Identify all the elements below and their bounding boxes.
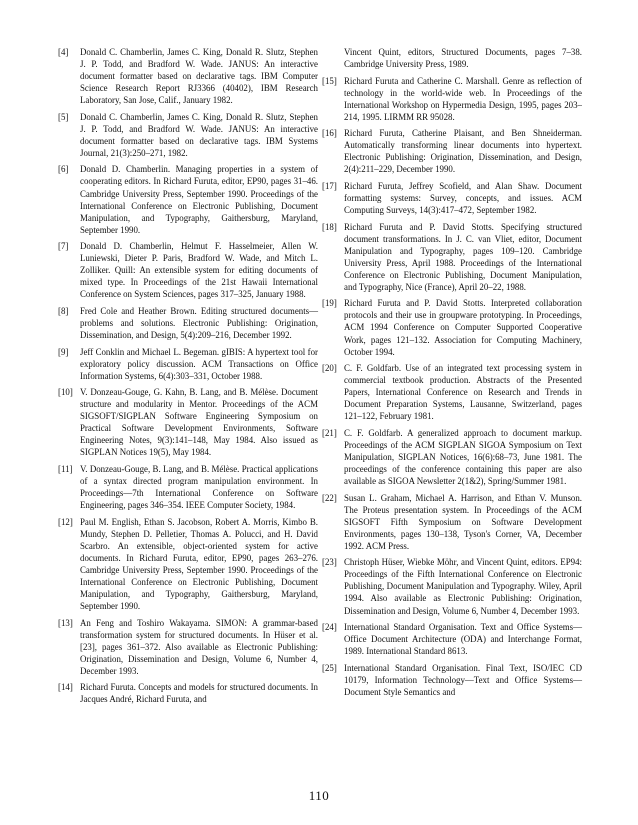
reference-number: [15] [322,75,337,86]
reference-text: Susan L. Graham, Michael A. Harrison, and Ethan V. Munson. The Proteus presentation system. In Proceedings of the ACM SIGSOFT Fifth Symposium on Software Development Environments, pages 130–138, Tyson's Corner, VA, December 1992. ACM Press. [344,492,582,551]
reference-number: [20] [322,363,337,374]
reference-number: [21] [322,427,337,438]
references-right-column [322,46,582,702]
reference-text: International Standard Organisation. Final Text, ISO/IEC CD 10179, Information Technology—Text and Office Systems—Document Style Semantics and [344,662,582,697]
reference-entry [58,346,318,382]
reference-number: [4] [58,47,69,57]
reference-text: Christoph Hüser, Wiebke Möhr, and Vincent Quint, editors. EP94: Proceedings of the Fifth International Conference on Electronic Publishing, Document Manipulation and Typography. Wiley, April 1994. Also available as Electronic Publishing: Origination, Dissemination and Design, Volume 6, Number 4, December 1993. [344,557,582,616]
reference-text: Richard Furuta and P. David Stotts. Specifying structured document transformations. In J. C. van Vliet, editor, Document Manipulation and Typography, pages 109–120. Cambridge University Press, April 1988. Proceedings of the International Conference on Electronic Publishing, Document Manipulation, and Typography, Nice (France), April 20–22, 1988. [344,221,582,292]
reference-text: Donald C. Chamberlin, James C. King, Donald R. Slutz, Stephen J. P. Todd, and Bradford W. Wade. JANUS: An interactive document formatter based on declarative tags. IBM Systems Journal, 21(3):250–271, 1982. [80,111,318,158]
reference-number: [25] [322,662,337,673]
reference-entry [322,127,582,175]
reference-number: [6] [58,164,69,175]
reference-entry [322,362,582,422]
reference-text: Donald D. Chamberlin, Helmut F. Hasselmeier, Allen W. Luniewski, Dieter P. Paris, Bradford W. Wade, and Mitch L. Zolliker. Quill: An extensible system for editing documents of mixed type. In Proceedings of the 21st Hawaii International Conference on System Sciences, pages 317–325, January 1988. [80,241,318,300]
reference-number: [7] [58,241,69,252]
reference-entry [58,516,318,612]
references-left-column [58,46,318,710]
reference-number: [8] [58,305,69,316]
reference-entry [58,46,318,106]
reference-entry [58,617,318,677]
reference-entry [58,681,318,705]
reference-text: Donald C. Chamberlin, James C. King, Donald R. Slutz, Stephen J. P. Todd, and Bradford W. Wade. JANUS: An interactive document formatter based on declarative tags. IBM Computer Science Research Report RJ3366 (40402), IBM Research Laboratory, San Jose, Calif., January 1982. [80,47,318,106]
reference-text: Fred Cole and Heather Brown. Editing structured documents—problems and solutions. Electronic Publishing: Origination, Dissemination, and Design, 5(4):209–216, December 1992. [80,305,318,341]
reference-number: [9] [58,346,69,357]
reference-text: Donald D. Chamberlin. Managing properties in a system of cooperating editors. In Richard Furuta, editor, EP90, pages 31–46. Cambridge University Press, September 1990. Proceedings of the International Conference on Electronic Publishing, Document Manipulation, and Typography, Gaithersburg, Maryland, September 1990. [80,164,318,235]
reference-entry [322,297,582,357]
reference-number: [22] [322,492,337,503]
reference-text: C. F. Goldfarb. A generalized approach to document markup. Proceedings of the ACM SIGPLAN SIGOA Symposium on Text Manipulation, SIGPLAN Notices, 16(6):68–73, June 1981. The proceedings of the conference containing this paper are also available as SIGOA Newsletter 2(1&2), Spring/Summer 1981. [344,427,582,487]
reference-text: Vincent Quint, editors, Structured Documents, pages 7–38. Cambridge University Press, 1989. [344,47,582,70]
reference-text: International Standard Organisation. Text and Office Systems—Office Document Architecture (ODA) and Interchange Format, 1989. International Standard 8613. [344,622,582,657]
reference-text: Richard Furuta and Catherine C. Marshall. Genre as reflection of technology in the world-wide web. In Proceedings of the International Workshop on Hypermedia Design, 1995, pages 203–214, 1995. LIRMM RR 95028. [344,75,582,122]
reference-text: An Feng and Toshiro Wakayama. SIMON: A grammar-based transformation system for structured documents. In Hüser et al. [23], pages 361–372. Also available as Electronic Publishing: Origination, Dissemination and Design, Volume 6, Number 4, December 1993. [80,617,318,676]
reference-entry [58,240,318,300]
reference-number: [10] [58,387,73,398]
reference-number: [12] [58,516,73,527]
reference-entry [58,111,318,159]
reference-number: [11] [58,464,73,474]
reference-entry [58,163,318,235]
reference-entry [58,305,318,341]
reference-entry [322,221,582,293]
reference-text: Richard Furuta, Catherine Plaisant, and Ben Shneiderman. Automatically transforming linear documents into hypertext. Electronic Publishing: Origination, Dissemination, and Design, 2(4):211–229, December 1990. [344,128,582,175]
reference-entry [58,386,318,458]
reference-entry [322,427,582,487]
reference-entry [322,180,582,216]
reference-number: [5] [58,111,69,122]
reference-number: [24] [322,622,337,633]
reference-text: Richard Furuta, Jeffrey Scofield, and Alan Shaw. Document formatting systems: Survey, concepts, and issues. ACM Computing Surveys, 14(3):417–472, September 1982. [344,180,582,216]
reference-text: V. Donzeau-Gouge, B. Lang, and B. Mélèse. Practical applications of a syntax directed program manipulation environment. In Proceedings—7th International Conference on Software Engineering, pages 346–354. IEEE Computer Society, 1984. [80,464,318,511]
reference-entry [322,46,582,70]
reference-text: Richard Furuta. Concepts and models for structured documents. In Jacques André, Richard Furuta, and [80,682,318,705]
reference-entry [322,662,582,698]
reference-number: [17] [322,180,337,191]
reference-number: [23] [322,557,337,568]
reference-number: [14] [58,682,73,693]
reference-entry [322,556,582,616]
reference-text: V. Donzeau-Gouge, G. Kahn, B. Lang, and B. Mélèse. Document structure and modularity in Mentor. Proceedings of the ACM SIGSOFT/SIGPLAN Software Engineering Symposium on Practical Software Development Environments, Software Engineering Notes, 9(3):141–148, May 1984. Also issued as SIGPLAN Notices 19(5), May 1984. [80,387,318,458]
reference-number: [16] [322,128,337,139]
reference-text: Paul M. English, Ethan S. Jacobson, Robert A. Morris, Kimbo B. Mundy, Stephen D. Pelletier, Thomas A. Polucci, and H. David Scarbro. An extensible, object-oriented system for active documents. In Richard Furuta, editor, EP90, pages 263–276. Cambridge University Press, September 1990. Proceedings of the International Conference on Electronic Publishing, Document Manipulation, and Typography, Gaithersburg, Maryland, September 1990. [80,516,318,612]
reference-text: Jeff Conklin and Michael L. Begeman. gIBIS: A hypertext tool for exploratory policy discussion. ACM Transactions on Office Information Systems, 6(4):303–331, October 1988. [80,346,318,381]
reference-entry [322,492,582,552]
reference-text: Richard Furuta and P. David Stotts. Interpreted collaboration protocols and their use in groupware prototyping. In Proceedings, ACM 1994 Conference on Computer Supported Cooperative Work, pages 121–132. Association for Computing Machinery, October 1994. [344,298,582,357]
reference-number: [13] [58,617,73,628]
reference-entry [322,75,582,123]
reference-entry [322,621,582,657]
reference-number: [19] [322,298,337,309]
reference-entry [58,463,318,511]
page-number: 110 [308,788,330,803]
reference-text: C. F. Goldfarb. Use of an integrated text processing system in commercial textbook production. Abstracts of the Presented Papers, International Conference on Research and Trends in Document Preparation Systems, Lausanne, Switzerland, pages 121–122, February 1981. [344,363,582,422]
reference-number: [18] [322,221,337,232]
